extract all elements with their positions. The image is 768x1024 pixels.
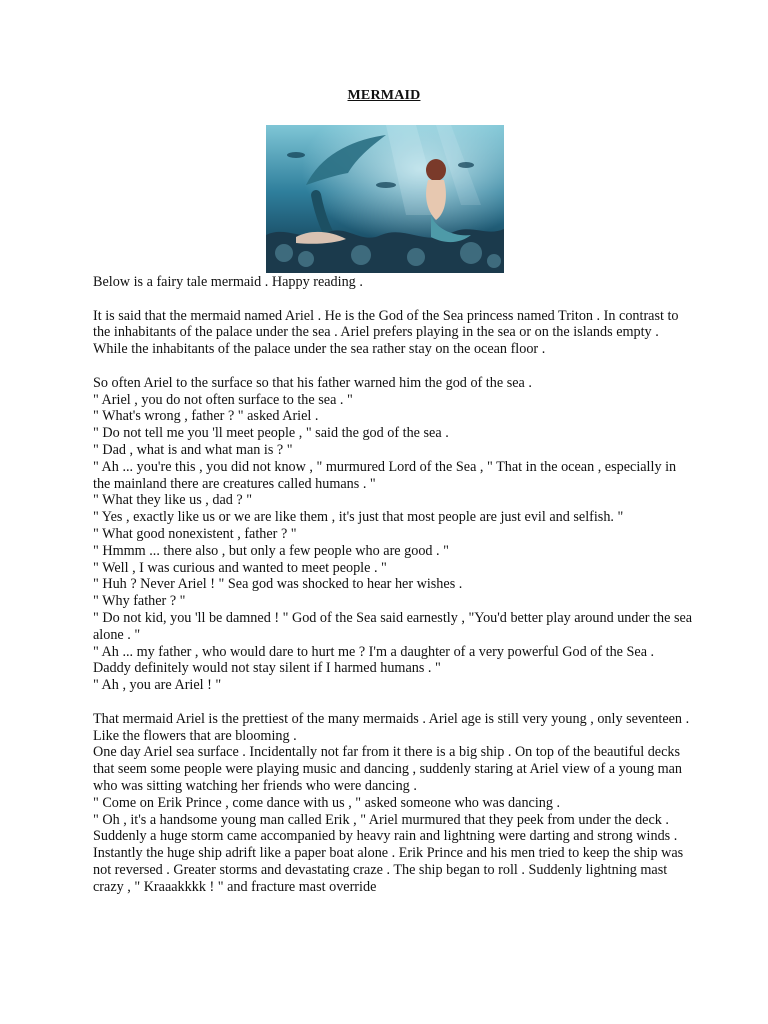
paragraph: " Come on Erik Prince , come dance with us , " asked someone who was dancing . [93, 794, 561, 811]
mermaid-illustration [266, 125, 504, 273]
paragraph: " What's wrong , father ? " asked Ariel . [93, 408, 319, 425]
paragraph: " Hmmm ... there also , but only a few people who are good . " [93, 542, 449, 559]
paragraph: " What good nonexistent , father ? " [93, 525, 297, 542]
paragraph: " Ah , you are Ariel ! " [93, 677, 222, 694]
page-title: MERMAID [347, 88, 421, 103]
paragraph: That mermaid Ariel is the prettiest of the many mermaids . Ariel age is still very young , only seventeen . Like the flowers that are blooming . [93, 710, 690, 744]
paragraph: " Do not tell me you 'll meet people , " said the god of the sea . [93, 425, 449, 442]
paragraph-gap [93, 291, 693, 308]
paragraph: " Yes , exactly like us or we are like them , it's just that most people are just evil and selfish. " [93, 509, 624, 526]
paragraph: " Dad , what is and what man is ? " [93, 441, 293, 458]
paragraph: Below is a fairy tale mermaid . Happy reading . [93, 274, 363, 290]
paragraph-gap [93, 694, 693, 711]
paragraph: " Ah ... my father , who would dare to hurt me ? I'm a daughter of a very powerful God of the Sea . Daddy definitely would not stay silent if I harmed humans . " [93, 643, 655, 677]
paragraph: " Why father ? " [93, 593, 186, 610]
paragraph: " Do not kid, you 'll be damned ! " God of the Sea said earnestly , "You'd better play around under the sea alone . " [93, 609, 693, 643]
paragraph: " Well , I was curious and wanted to meet people . " [93, 559, 387, 576]
paragraph: One day Ariel sea surface . Incidentally not far from it there is a big ship . On top of the beautiful decks that seem some people were playing music and dancing , suddenly staring at Ariel view of a young man who was sitting watching her friends who were dancing . [93, 744, 683, 794]
paragraph: " Huh ? Never Ariel ! " Sea god was shocked to hear her wishes . [93, 576, 463, 593]
paragraph: " Ariel , you do not often surface to the sea . " [93, 391, 353, 408]
paragraph: Suddenly a huge storm came accompanied by heavy rain and lightning were darting and strong winds . Instantly the huge ship adrift like a paper boat alone . Erik Prince and his men tried to keep the ship was not reversed . Greater storms and devastating craze . The ship began to roll . Suddenly lightning mast crazy , " Kraaakkkk ! " and fracture mast override [93, 828, 684, 895]
paragraph: So often Ariel to the surface so that his father warned him the god of the sea . [93, 374, 532, 391]
paragraph-gap [93, 358, 693, 375]
paragraph: " What they like us , dad ? " [93, 492, 253, 509]
paragraph: " Oh , it's a handsome young man called Erik , " Ariel murmured that they peek from under the deck . [93, 811, 669, 828]
document-body [93, 274, 693, 895]
paragraph: " Ah ... you're this , you did not know , " murmured Lord of the Sea , " That in the ocean , especially in the mainland there are creatures called humans . " [93, 458, 677, 492]
paragraph: It is said that the mermaid named Ariel . He is the God of the Sea princess named Triton . In contrast to the inhabitants of the palace under the sea . Ariel prefers playing in the sea or on the islands empty . While the inhabitants of the palace under the sea rather stay on the ocean floor . [93, 307, 679, 358]
